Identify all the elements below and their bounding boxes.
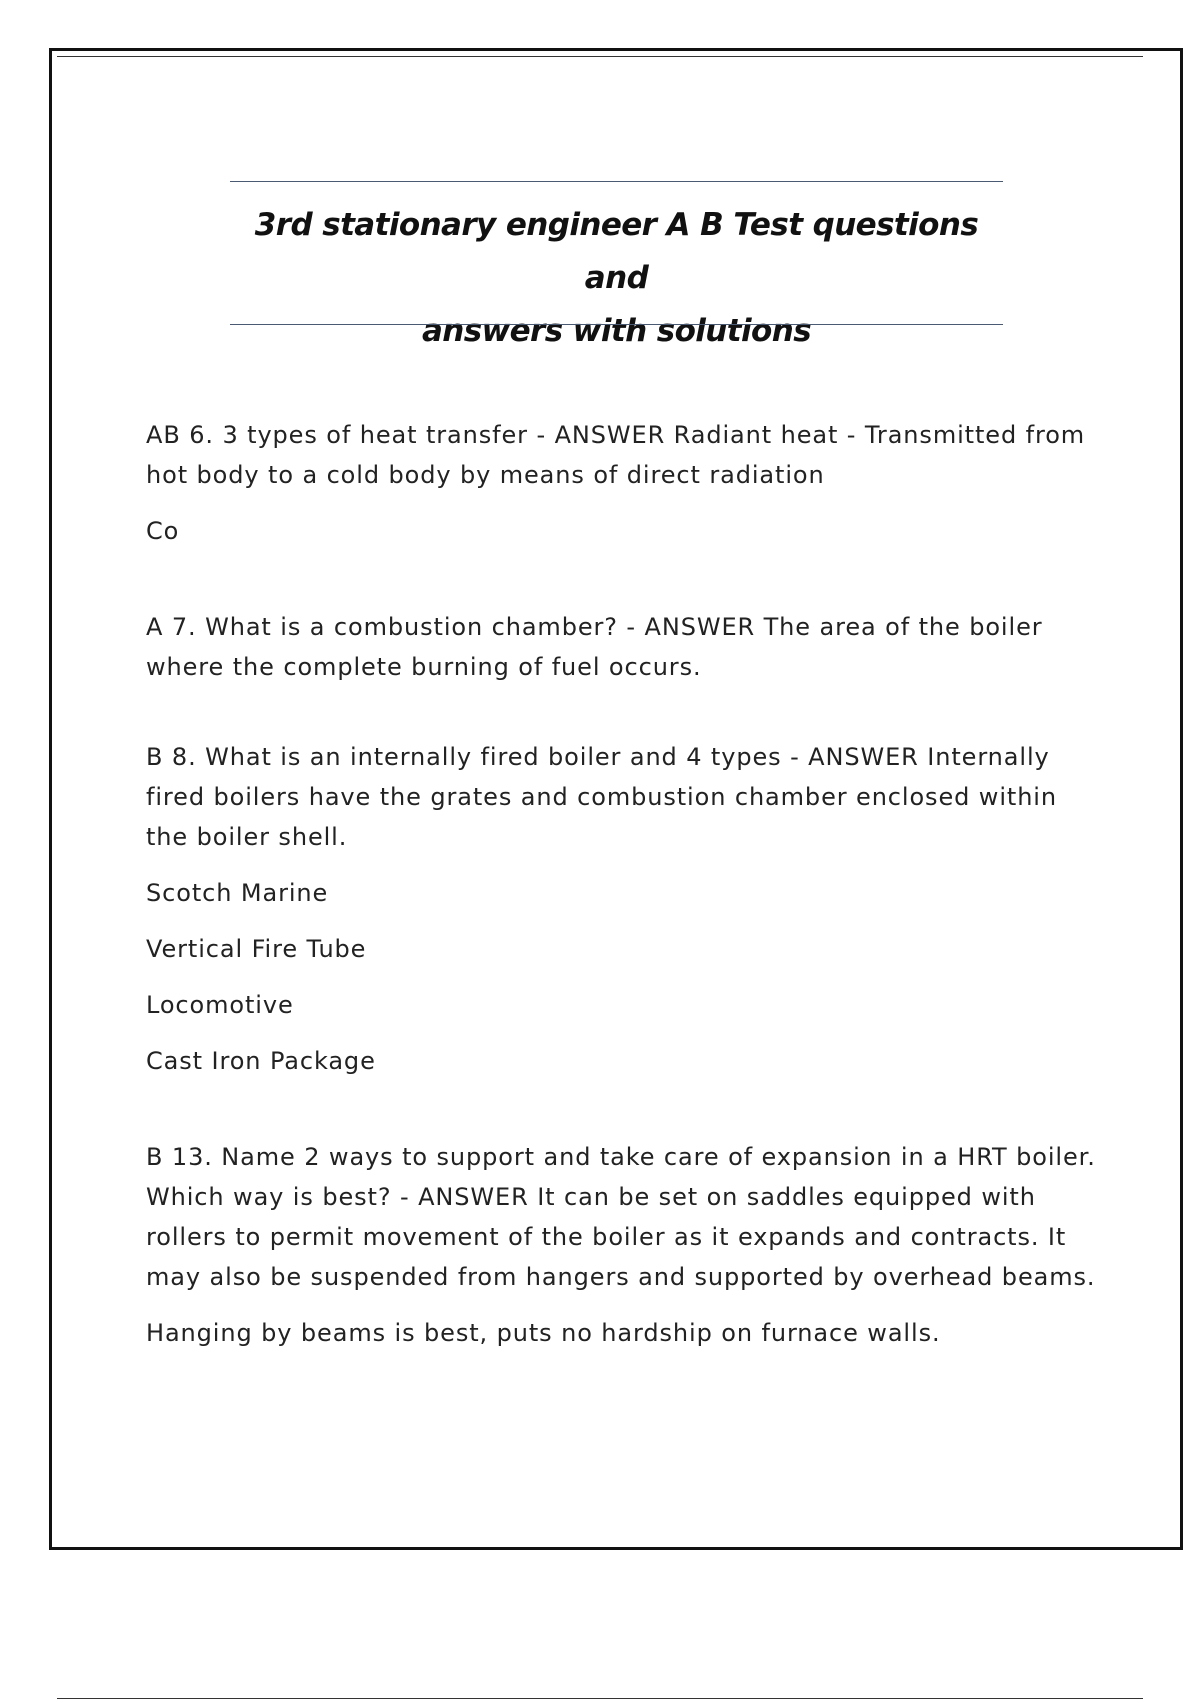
qa-text: Hanging by beams is best, puts no hardship on furnace walls. xyxy=(146,1319,941,1347)
title-line-1: 3rd stationary engineer A B Test questions and xyxy=(254,207,979,296)
page-bottom-rule xyxy=(57,1698,1143,1699)
qa-list-item: Cast Iron Package xyxy=(146,1047,376,1075)
frame-top-rule xyxy=(57,56,1143,57)
document-body xyxy=(146,415,1106,1353)
qa-list-item: Vertical Fire Tube xyxy=(146,935,367,963)
qa-text: A 7. What is a combustion chamber? - ANSWER The area of the boiler where the complete burning of fuel occurs. xyxy=(146,613,1043,681)
title-line-2: answers with solutions xyxy=(421,313,812,349)
qa-item-combustion-chamber xyxy=(146,607,1106,687)
qa-text: B 8. What is an internally fired boiler and 4 types - ANSWER Internally fired boilers have the grates and combustion chamber enclosed within the boiler shell. xyxy=(146,743,1057,851)
qa-list-item: Locomotive xyxy=(146,991,294,1019)
title-rule-top xyxy=(230,181,1003,182)
qa-text: AB 6. 3 types of heat transfer - ANSWER Radiant heat - Transmitted from hot body to a cold body by means of direct radiation xyxy=(146,421,1086,489)
title-rule-bottom xyxy=(230,324,1003,325)
document-title xyxy=(230,199,1003,358)
qa-item-heat-transfer xyxy=(146,415,1106,551)
qa-list-item: Scotch Marine xyxy=(146,879,329,907)
qa-text: Co xyxy=(146,517,180,545)
qa-item-internally-fired-boiler xyxy=(146,737,1106,1081)
qa-text: B 13. Name 2 ways to support and take care of expansion in a HRT boiler. Which way is best? - ANSWER It can be set on saddles equipped with rollers to permit movement of the boiler as it expands and contracts. It may also be suspended from hangers and supported by overhead beams. xyxy=(146,1143,1096,1291)
qa-item-hrt-boiler-support xyxy=(146,1137,1106,1353)
